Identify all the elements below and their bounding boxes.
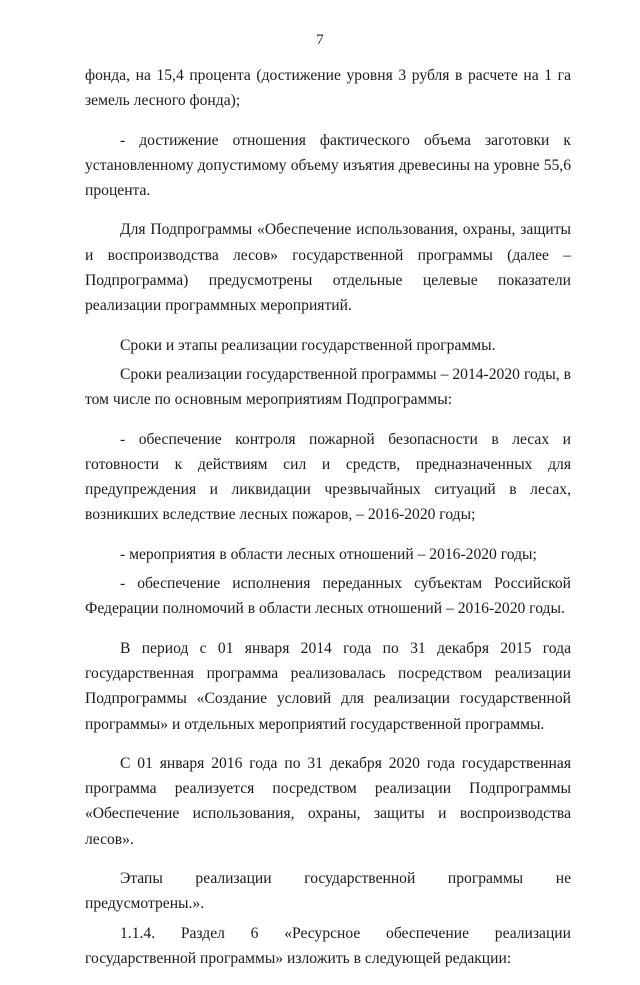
document-body bbox=[85, 63, 571, 985]
paragraph-fire-safety: - обеспечение контроля пожарной безопасности в лесах и готовности к действиям сил и средств, предназначенных для предупреждения и ликвидации чрезвычайных ситуаций в лесах, возникших вследствие лесных пожаров, – 2016-2020 годы; bbox=[85, 430, 571, 524]
paragraph-terms-heading: Сроки и этапы реализации государственной программы. bbox=[120, 336, 496, 354]
paragraph-period-2014-2015: В период с 01 января 2014 года по 31 декабря 2015 года государственная программа реализовалась посредством реализации Подпрограммы «Создание условий для реализации государственной программы» и отдельных мероприятий государственной программы. bbox=[85, 639, 571, 733]
paragraph-terms: Сроки реализации государственной программы – 2014-2020 годы, в том числе по основным мероприятиям Подпрограммы: bbox=[85, 365, 571, 409]
paragraph-delegated-powers: - обеспечение исполнения переданных субъектам Российской Федерации полномочий в области лесных отношений – 2016-2020 годы. bbox=[85, 575, 571, 618]
paragraph-continuation: фонда, на 15,4 процента (достижение уровня 3 рубля в расчете на 1 га земель лесного фонда); bbox=[85, 67, 571, 110]
paragraph-stages: Этапы реализации государственной программы не предусмотрены.». bbox=[85, 870, 571, 913]
paragraph-harvest-ratio: - достижение отношения фактического объема заготовки к установленному допустимому объему изъятия древесины на уровне 55,6 процента. bbox=[85, 131, 571, 200]
paragraph-forest-relations: - мероприятия в области лесных отношений – 2016-2020 годы; bbox=[120, 545, 537, 563]
paragraph-section-6: 1.1.4. Раздел 6 «Ресурсное обеспечение реализации государственной программы» изложить в следующей редакции: bbox=[85, 924, 571, 967]
page-number: 7 bbox=[316, 32, 324, 48]
paragraph-period-2016-2020: С 01 января 2016 года по 31 декабря 2020 года государственная программа реализуется посредством реализации Подпрограммы «Обеспечение использования, охраны, защиты и воспроизводства лесов». bbox=[85, 754, 571, 848]
paragraph-subprogram-indicators: Для Подпрограммы «Обеспечение использования, охраны, защиты и воспроизводства лесов» государственной программы (далее – Подпрограмма) предусмотрены отдельные целевые показатели реализации программных мероприятий. bbox=[85, 221, 571, 315]
